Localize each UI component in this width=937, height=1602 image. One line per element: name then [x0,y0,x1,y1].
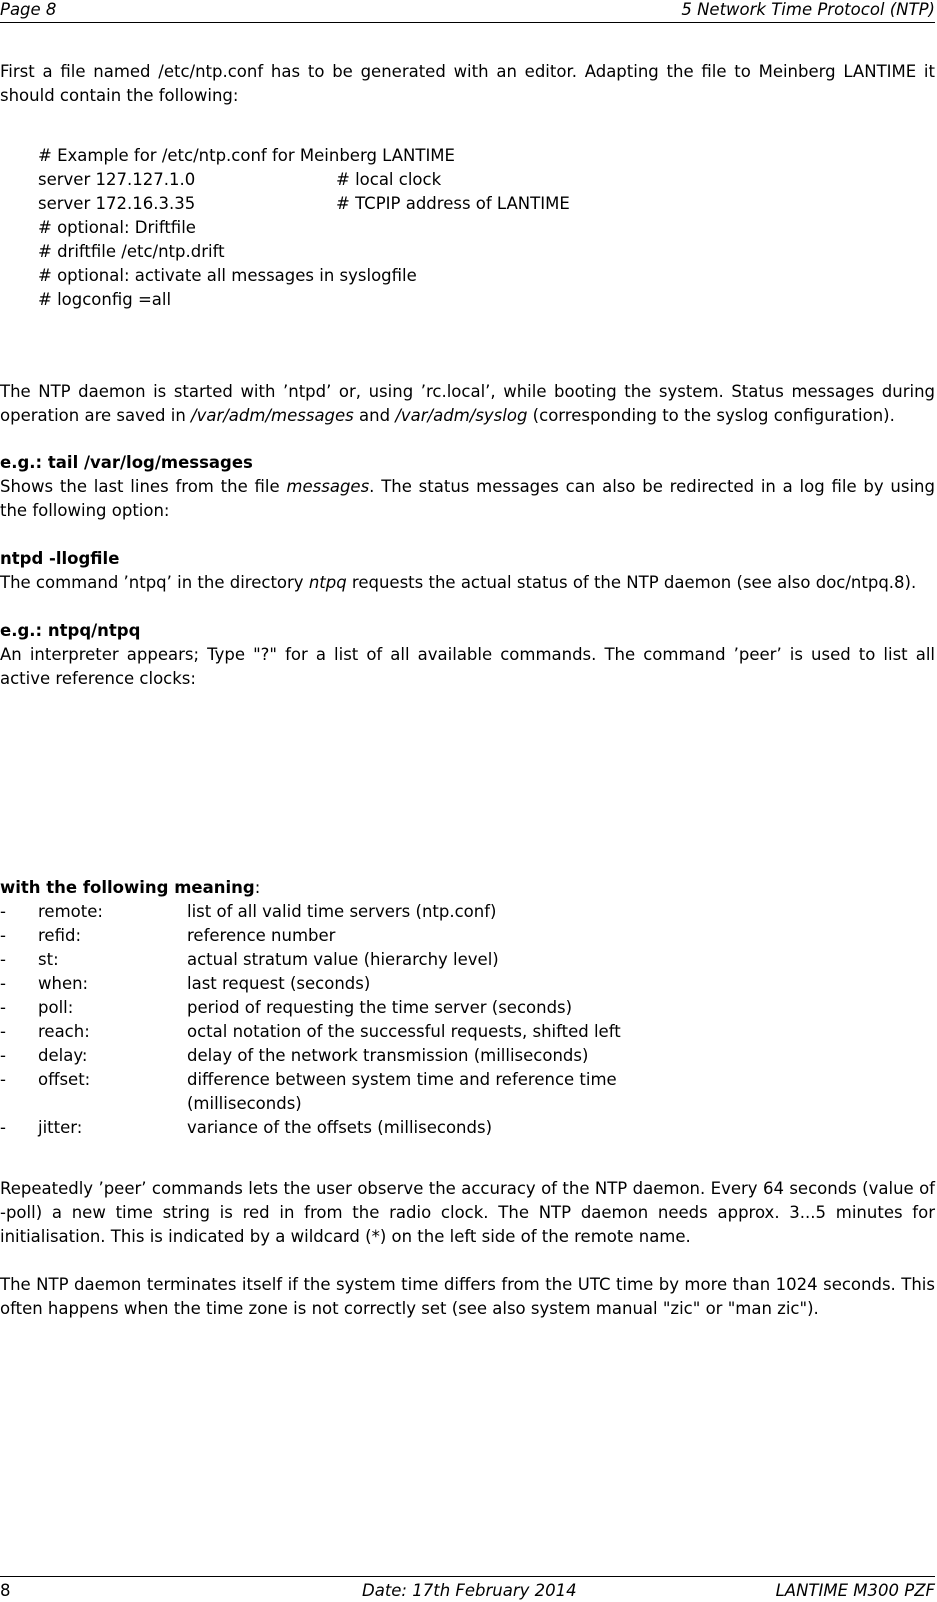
example-label: e.g.: [0,621,48,640]
example-text: . The status messages can also be redirected in a log file by using the following option: [0,477,935,520]
page-footer [0,1576,935,1601]
header-page-label: Page 8 [0,0,57,19]
config-command: server 127.127.1.0 [38,170,196,189]
config-line [38,192,570,216]
field-name: delay: [38,1046,88,1065]
field-meaning-list [0,876,935,1140]
list-dash: - [0,974,6,993]
daemon-paragraph [0,380,935,428]
field-name: jitter: [38,1118,83,1137]
ntpq-directory: ntpq [308,573,347,592]
messages-path: /var/adm/messages [191,406,354,425]
page-header [0,0,935,23]
config-comment: # Example for /etc/ntp.conf for Meinberg LANTIME [38,146,455,165]
ntp-conf-example [38,144,570,312]
config-comment: # local clock [336,170,442,189]
field-description: difference between system time and reference time [187,1070,617,1089]
config-line [38,264,455,288]
option-paragraph [0,547,935,595]
config-comment: # TCPIP address of LANTIME [336,194,570,213]
example-ntpq-paragraph [0,619,935,691]
config-line [38,288,455,312]
option-text: The command ’ntpq’ in the directory [0,573,309,592]
list-item-continuation [0,1092,935,1116]
example-text: Shows the last lines from the file [0,477,287,496]
ntpd-logfile-command: ntpd -llogfile [0,549,120,568]
field-description: actual stratum value (hierarchy level) [187,950,499,969]
daemon-text: and [353,406,396,425]
field-description: octal notation of the successful requests, shifted left [187,1022,621,1041]
field-name: offset: [38,1070,91,1089]
list-dash: - [0,1070,6,1089]
field-name: refid: [38,926,81,945]
option-text: requests the actual status of the NTP daemon (see also doc/ntpq.8). [346,573,917,592]
config-line [38,240,455,264]
list-item [0,1044,935,1068]
ntpq-command: ntpq/ntpq [47,621,141,640]
list-item [0,996,935,1020]
list-dash: - [0,1118,6,1137]
tail-command: tail /var/log/messages [47,453,253,472]
field-description: last request (seconds) [187,974,371,993]
list-item [0,924,935,948]
field-description: list of all valid time servers (ntp.conf) [187,902,497,921]
syslog-path: /var/adm/syslog [395,406,528,425]
list-dash: - [0,950,6,969]
config-line [38,168,455,192]
list-item [0,948,935,972]
daemon-text: The NTP daemon is started with ’ntpd’ or, using ’rc.local’, while booting the system. Status messages during operation are saved in [0,382,935,425]
terminate-paragraph: The NTP daemon terminates itself if the system time differs from the UTC time by more than 1024 seconds. This often happens when the time zone is not correctly set (see also system manual "zic" or "man zic"). [0,1275,935,1318]
footer-date: Date: 17th February 2014 [362,1581,577,1600]
daemon-text: (corresponding to the syslog configuration). [527,406,895,425]
meaning-colon: : [254,878,261,897]
example-tail-paragraph [0,451,935,523]
list-item [0,1020,935,1044]
config-comment: # optional: activate all messages in syslogfile [38,266,417,285]
meaning-title [0,876,935,900]
list-dash: - [0,1046,6,1065]
list-item [0,972,935,996]
list-item [0,1068,935,1092]
config-command: server 172.16.3.35 [38,194,196,213]
list-dash: - [0,998,6,1017]
meaning-heading: with the following meaning [0,878,255,897]
field-description: reference number [187,926,336,945]
config-comment: # driftfile /etc/ntp.drift [38,242,225,261]
field-name: when: [38,974,89,993]
config-line [38,216,455,240]
field-name: poll: [38,998,74,1017]
example-label: e.g.: [0,453,48,472]
field-name: remote: [38,902,103,921]
footer-page-number: 8 [0,1581,11,1600]
config-line [38,144,455,168]
field-name: st: [38,950,59,969]
list-dash: - [0,926,6,945]
config-comment: # logconfig =all [38,290,172,309]
messages-file: messages [286,477,370,496]
field-description: delay of the network transmission (milliseconds) [187,1046,589,1065]
list-item [0,1116,935,1140]
header-chapter-title: 5 Network Time Protocol (NTP) [681,0,935,19]
example-text: An interpreter appears; Type "?" for a list of all available commands. The command ’peer’ is used to list all active reference clocks: [0,645,935,688]
footer-product: LANTIME M300 PZF [775,1581,935,1600]
list-item [0,900,935,924]
field-description: period of requesting the time server (seconds) [187,998,573,1017]
list-dash: - [0,1022,6,1041]
field-name: reach: [38,1022,90,1041]
list-dash: - [0,902,6,921]
config-comment: # optional: Driftfile [38,218,196,237]
repeat-paragraph: Repeatedly ’peer’ commands lets the user observe the accuracy of the NTP daemon. Every 64 seconds (value of -poll) a new time string is red in from the radio clock. The NTP daemon needs approx. 3...5 minutes for initialisation. This is indicated by a wildcard (*) on the left side of the remote name. [0,1179,935,1246]
intro-paragraph: First a file named /etc/ntp.conf has to be generated with an editor. Adapting the file to Meinberg LANTIME it should contain the following: [0,62,935,105]
field-description: (milliseconds) [187,1094,302,1113]
field-description: variance of the offsets (milliseconds) [187,1118,493,1137]
